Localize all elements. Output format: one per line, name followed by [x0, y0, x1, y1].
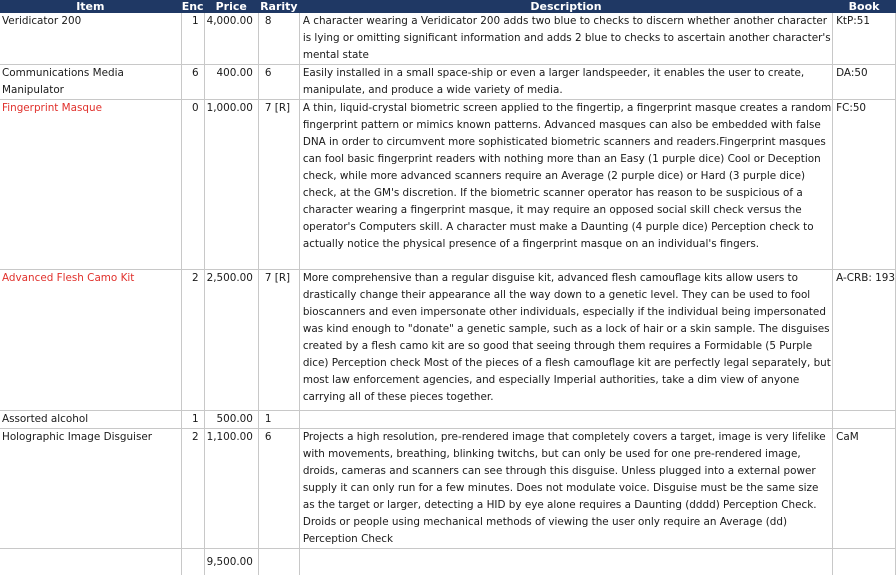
item-rarity[interactable]: 1 [258, 411, 299, 429]
column-header-book[interactable]: Book [833, 0, 896, 13]
column-header-enc[interactable]: Enc [181, 0, 204, 13]
item-price[interactable]: 500.00 [204, 411, 258, 429]
item-book[interactable]: CaM [833, 429, 896, 549]
table-row [0, 411, 896, 429]
table-row [0, 270, 896, 411]
item-rarity[interactable]: 7 [R] [258, 270, 299, 411]
total-empty-rarity [258, 549, 299, 575]
item-rarity[interactable]: 8 [258, 13, 299, 65]
item-enc[interactable]: 6 [181, 65, 204, 100]
item-name[interactable]: Communications Media Manipulator [0, 65, 181, 100]
item-price[interactable]: 4,000.00 [204, 13, 258, 65]
item-book[interactable]: DA:50 [833, 65, 896, 100]
table-row [0, 429, 896, 549]
item-description[interactable]: Projects a high resolution, pre-rendered image that completely covers a target, image is very lifelike with movements, breathing, blinking twitchs, but can only be used for one pre-rendered image, droids, cameras and scanners can see through this disguise. Unless plugged into a external power supply it can only run for a few minutes. Does not modulate voice. Disguise must be the same size as the target or larger, detecting a HID by eye alone requires a Daunting (dddd) Perception Check. Droids or people using mechanical methods of viewing the user only require an Average (dd) Perception Check [299, 429, 832, 549]
item-name[interactable]: Assorted alcohol [0, 411, 181, 429]
item-enc[interactable]: 1 [181, 13, 204, 65]
column-header-item[interactable]: Item [0, 0, 181, 13]
total-empty-book [833, 549, 896, 575]
item-name[interactable]: Fingerprint Masque [0, 100, 181, 270]
item-book[interactable]: FC:50 [833, 100, 896, 270]
item-name[interactable]: Holographic Image Disguiser [0, 429, 181, 549]
total-empty-description [299, 549, 832, 575]
total-empty-enc [181, 549, 204, 575]
column-header-description[interactable]: Description [299, 0, 832, 13]
item-rarity[interactable]: 6 [258, 429, 299, 549]
item-price[interactable]: 1,100.00 [204, 429, 258, 549]
table-row [0, 100, 896, 270]
item-enc[interactable]: 2 [181, 270, 204, 411]
item-description[interactable] [299, 411, 832, 429]
item-description[interactable]: More comprehensive than a regular disguise kit, advanced flesh camouflage kits allow users to drastically change their appearance all the way down to a genetic level. They can be used to fool bioscanners and even impersonate other individuals, especially if the individual being impersonated was kind enough to "donate" a genetic sample, such as a lock of hair or a skin sample. The disguises created by a flesh camo kit are so good that seeing through them requires a Formidable (5 Purple dice) Perception check Most of the pieces of a flesh camouflage kit are perfectly legal separately, but most law enforcement agencies, and especially Imperial authorities, take a dim view of anyone carrying all of these pieces together. [299, 270, 832, 411]
item-name[interactable]: Advanced Flesh Camo Kit [0, 270, 181, 411]
header-row [0, 0, 896, 13]
table-row [0, 13, 896, 65]
column-header-rarity[interactable]: Rarity [258, 0, 299, 13]
table-row [0, 65, 896, 100]
item-book[interactable] [833, 411, 896, 429]
item-rarity[interactable]: 7 [R] [258, 100, 299, 270]
total-row [0, 549, 896, 575]
item-price[interactable]: 2,500.00 [204, 270, 258, 411]
item-name[interactable]: Veridicator 200 [0, 13, 181, 65]
item-price[interactable]: 1,000.00 [204, 100, 258, 270]
item-description[interactable]: A character wearing a Veridicator 200 adds two blue to checks to discern whether another character is lying or omitting significant information and adds 2 blue to checks to ascertain another character's mental state [299, 13, 832, 65]
column-header-price[interactable]: Price [204, 0, 258, 13]
item-book[interactable]: KtP:51 [833, 13, 896, 65]
item-enc[interactable]: 0 [181, 100, 204, 270]
item-book[interactable]: A-CRB: 193 [833, 270, 896, 411]
item-description[interactable]: A thin, liquid-crystal biometric screen applied to the fingertip, a fingerprint masque creates a random fingerprint pattern or mimics known patterns. Advanced masques can also be embedded with false DNA in order to circumvent more sophisticated biometric scanners and readers.Fingerprint masques can fool basic fingerprint readers with nothing more than an Easy (1 purple dice) Cool or Deception check, while more advanced scanners require an Average (2 purple dice) or Hard (3 purple dice) check, at the GM's discretion. If the biometric scanner operator has reason to be suspicious of a character wearing a fingerprint masque, it may require an opposed social skill check versus the operator's Computers skill. A character must make a Daunting (4 purple dice) Perception check to actually notice the physical presence of a fingerprint masque on an individual's fingers. [299, 100, 832, 270]
item-rarity[interactable]: 6 [258, 65, 299, 100]
item-price[interactable]: 400.00 [204, 65, 258, 100]
total-empty-item [0, 549, 181, 575]
item-enc[interactable]: 2 [181, 429, 204, 549]
item-enc[interactable]: 1 [181, 411, 204, 429]
item-description[interactable]: Easily installed in a small space-ship or even a larger landspeeder, it enables the user to create, manipulate, and produce a wide variety of media. [299, 65, 832, 100]
total-price[interactable]: 9,500.00 [204, 549, 258, 575]
